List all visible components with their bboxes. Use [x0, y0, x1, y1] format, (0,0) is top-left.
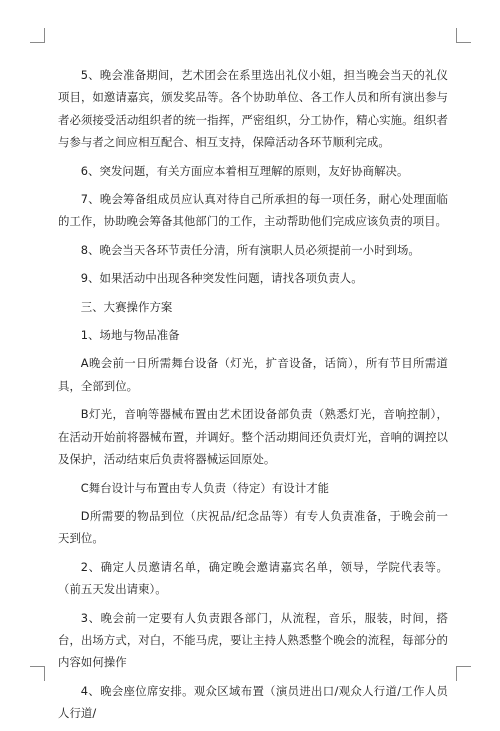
- paragraph-item-3-coordination: 3、晚会前一定要有人负责跟各部门，从流程，音乐，服装，时间，搭台，出场方式，对白，不能马虎，要让主持人熟悉整个晚会的流程，每部分的内容如何操作: [58, 610, 448, 670]
- paragraph-item-4-seating: 4、晚会座位席安排。观众区域布置（演员进出口/观众人行道/工作人员人行道/: [58, 683, 448, 721]
- paragraph-item-5-etiquette: 5、晚会准备期间，艺术团会在系里选出礼仪小姐，担当晚会当天的礼仪项目，如邀请嘉宾，颁发奖品等。各个协助单位、各工作人员和所有演出参与者必须接受活动组织者的统一指挥，严密组织，分工协作，精心实施。组织者与参与者之间应相互配合、相互支持，保障活动各环节顺利完成。: [58, 68, 448, 150]
- paragraph-item-2-invitations: 2、确定人员邀请名单，确定晚会邀请嘉宾名单，领导，学院代表等。（前五天发出请柬）。: [58, 559, 448, 597]
- section-heading-operation-plan: 三、大赛操作方案: [80, 299, 173, 314]
- paragraph-item-6-emergency: 6、突发问题，有关方面应本着相互理解的原则，友好协商解决。: [80, 163, 409, 178]
- crop-mark-bottom-left: [30, 666, 45, 681]
- document-body: [58, 64, 448, 731]
- crop-mark-top-left: [30, 28, 45, 43]
- paragraph-item-8-arrival: 8、晚会当天各环节责任分清，所有演职人员必须提前一小时到场。: [80, 242, 420, 257]
- paragraph-item-d-supplies: D所需要的物品到位（庆祝品/纪念品等）有专人负责准备，于晚会前一天到位。: [58, 508, 448, 546]
- paragraph-item-a-equipment: A晚会前一日所需舞台设备（灯光，扩音设备，话筒），所有节目所需道具，全部到位。: [58, 356, 448, 393]
- paragraph-item-c-stage-design: C舞台设计与布置由专人负责（待定）有设计才能: [80, 480, 330, 495]
- paragraph-item-7-preparation-team: 7、晚会筹备组成员应认真对待自己所承担的每一项任务，耐心处理面临的工作，协助晚会筹备其他部门的工作，主动帮助他们完成应该负责的项目。: [58, 192, 448, 229]
- crop-mark-bottom-right: [456, 666, 471, 681]
- paragraph-item-b-lighting-audio: B灯光，音响等器械布置由艺术团设备部负责（熟悉灯光，音响控制），在活动开始前将器械布置，并调好。整个活动期间还负责灯光，音响的调控以及保护，活动结束后负责将器械运回原处。: [58, 407, 448, 467]
- crop-mark-top-right: [456, 28, 471, 43]
- subheading-venue-preparation: 1、场地与物品准备: [80, 328, 180, 343]
- paragraph-item-9-contact: 9、如果活动中出现各种突发性问题，请找各项负责人。: [80, 271, 363, 286]
